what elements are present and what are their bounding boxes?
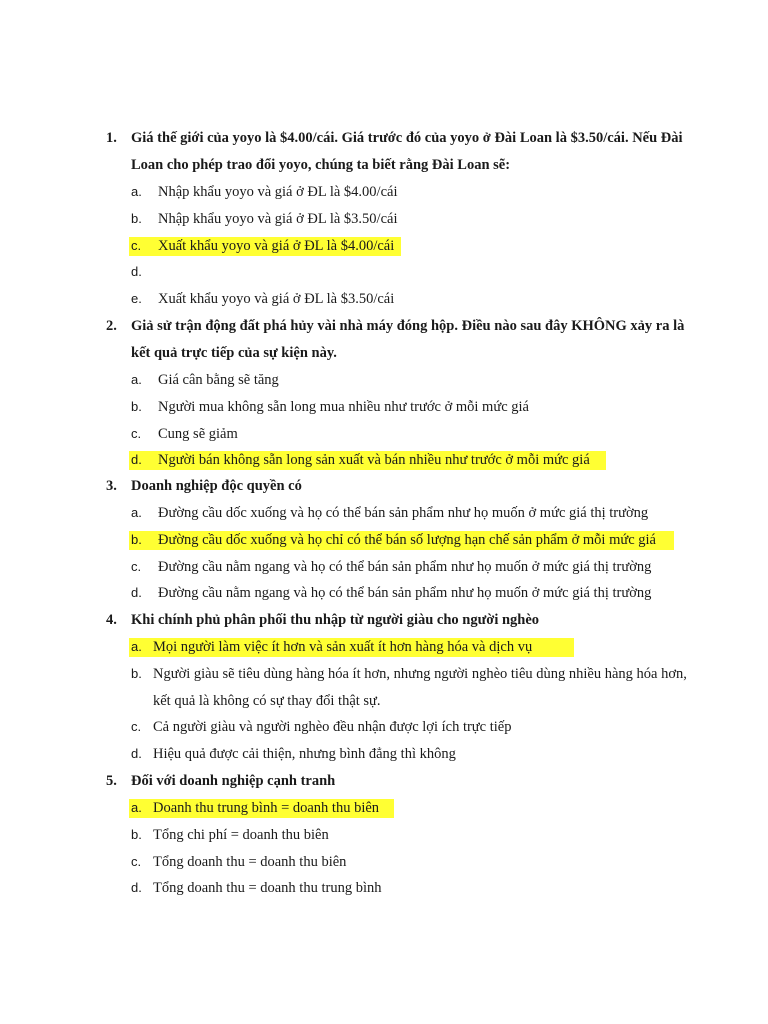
- option-text: Hiệu quả được cải thiện, nhưng bình đẳng thì không: [153, 746, 456, 763]
- question-1: [106, 125, 696, 313]
- option-letter: a.: [131, 372, 142, 387]
- option-b: [131, 661, 696, 715]
- option-d: [131, 580, 696, 607]
- option-d: [131, 259, 696, 286]
- option-text: Giá cân bằng sẽ tăng: [158, 372, 279, 388]
- option-d-highlighted: [131, 447, 696, 474]
- option-letter: b.: [131, 398, 142, 414]
- question-number: 5.: [106, 773, 117, 789]
- option-letter: b.: [131, 210, 142, 226]
- option-text: Tổng chi phí = doanh thu biên: [153, 826, 329, 843]
- option-list: [106, 179, 696, 313]
- option-b: [131, 394, 696, 421]
- option-b: [131, 822, 696, 849]
- option-letter: d.: [131, 452, 142, 468]
- option-c: [131, 849, 696, 876]
- option-letter: d.: [131, 746, 142, 762]
- option-text: Doanh thu trung bình = doanh thu biên: [153, 800, 380, 816]
- question-number: 4.: [106, 612, 117, 628]
- question-text: Giá thế giới của yoyo là $4.00/cái. Giá trước đó của yoyo ở Đài Loan là $3.50/cái. Nếu Đài Loan cho phép trao đổi yoyo, chúng ta biết rằng Đài Loan sẽ:: [131, 130, 683, 173]
- question-text: Đối với doanh nghiệp cạnh tranh: [131, 773, 336, 789]
- option-letter: b.: [131, 826, 142, 842]
- option-text: Người bán không sẵn long sản xuất và bán nhiều như trước ở mỗi mức giá: [158, 452, 590, 469]
- question-text: Giả sử trận động đất phá hủy vài nhà máy đóng hộp. Điều nào sau đây KHÔNG xảy ra là kết quả trực tiếp của sự kiện này.: [131, 318, 685, 361]
- option-letter: b.: [131, 531, 142, 547]
- option-text: Nhập khẩu yoyo và giá ở ĐL là $4.00/cái: [158, 184, 398, 200]
- option-letter: e.: [131, 291, 142, 307]
- question-text: Khi chính phủ phân phối thu nhập từ người giàu cho người nghèo: [131, 612, 540, 628]
- option-text: Cung sẽ giảm: [158, 425, 238, 442]
- option-list: [106, 500, 696, 607]
- option-text: Đường cầu nằm ngang và họ có thể bán sản phẩm như họ muốn ở mức giá thị trường: [158, 558, 652, 575]
- option-a: [131, 500, 696, 527]
- option-text: Người mua không sẵn long mua nhiều như trước ở mỗi mức giá: [158, 398, 529, 415]
- option-letter: a.: [131, 184, 142, 199]
- option-letter: d.: [131, 264, 142, 280]
- option-letter: a.: [131, 639, 142, 654]
- question-number: 1.: [106, 130, 117, 146]
- option-d: [131, 741, 696, 768]
- option-letter: d.: [131, 880, 142, 896]
- option-letter: c.: [131, 853, 142, 869]
- option-letter: c.: [131, 558, 142, 574]
- option-letter: c.: [131, 719, 142, 735]
- option-b-highlighted: [131, 527, 696, 554]
- option-text: Tổng doanh thu = doanh thu trung bình: [153, 880, 382, 897]
- option-list: [106, 795, 696, 902]
- option-letter: a.: [131, 800, 142, 815]
- option-text: Xuất khẩu yoyo và giá ở ĐL là $4.00/cái: [158, 237, 395, 254]
- option-text: Nhập khẩu yoyo và giá ở ĐL là $3.50/cái: [158, 210, 398, 227]
- option-a-highlighted: [131, 634, 696, 661]
- question-number: 2.: [106, 318, 117, 334]
- option-d: [131, 875, 696, 902]
- option-a: [131, 367, 696, 394]
- question-2: [106, 313, 696, 474]
- option-c: [131, 714, 696, 741]
- option-list: [106, 367, 696, 474]
- option-letter: c.: [131, 425, 142, 441]
- option-text: Đường cầu nằm ngang và họ có thể bán sản phẩm như họ muốn ở mức giá thị trường: [158, 585, 652, 602]
- option-text: Xuất khẩu yoyo và giá ở ĐL là $3.50/cái: [158, 291, 395, 308]
- question-4: [106, 607, 696, 768]
- option-text: [158, 259, 696, 286]
- option-text: Đường cầu dốc xuống và họ chỉ có thể bán số lượng hạn chế sản phẩm ở mỗi mức giá: [158, 531, 656, 548]
- option-c-highlighted: [131, 233, 696, 260]
- question-number: 3.: [106, 478, 117, 494]
- option-letter: c.: [131, 237, 142, 253]
- option-c: [131, 554, 696, 581]
- option-list: [106, 634, 696, 768]
- question-text: Doanh nghiệp độc quyền có: [131, 478, 302, 494]
- option-letter: d.: [131, 585, 142, 601]
- option-b: [131, 206, 696, 233]
- option-text: Người giàu sẽ tiêu dùng hàng hóa ít hơn, nhưng người nghèo tiêu dùng nhiều hàng hóa hơn, kết quả là không có sự thay đổi thật sự.: [153, 665, 687, 709]
- option-text: Tổng doanh thu = doanh thu biên: [153, 853, 347, 870]
- question-3: [106, 473, 696, 607]
- option-text: Mọi người làm việc ít hơn và sản xuất ít hơn hàng hóa và dịch vụ: [153, 639, 533, 655]
- option-c: [131, 421, 696, 448]
- option-e: [131, 286, 696, 313]
- option-letter: b.: [131, 665, 142, 681]
- option-letter: a.: [131, 505, 142, 520]
- option-text: Đường cầu dốc xuống và họ có thể bán sản phẩm như họ muốn ở mức giá thị trường: [158, 505, 649, 521]
- question-5: [106, 768, 696, 902]
- option-a: [131, 179, 696, 206]
- option-text: Cả người giàu và người nghèo đều nhận được lợi ích trực tiếp: [153, 719, 512, 736]
- option-a-highlighted: [131, 795, 696, 822]
